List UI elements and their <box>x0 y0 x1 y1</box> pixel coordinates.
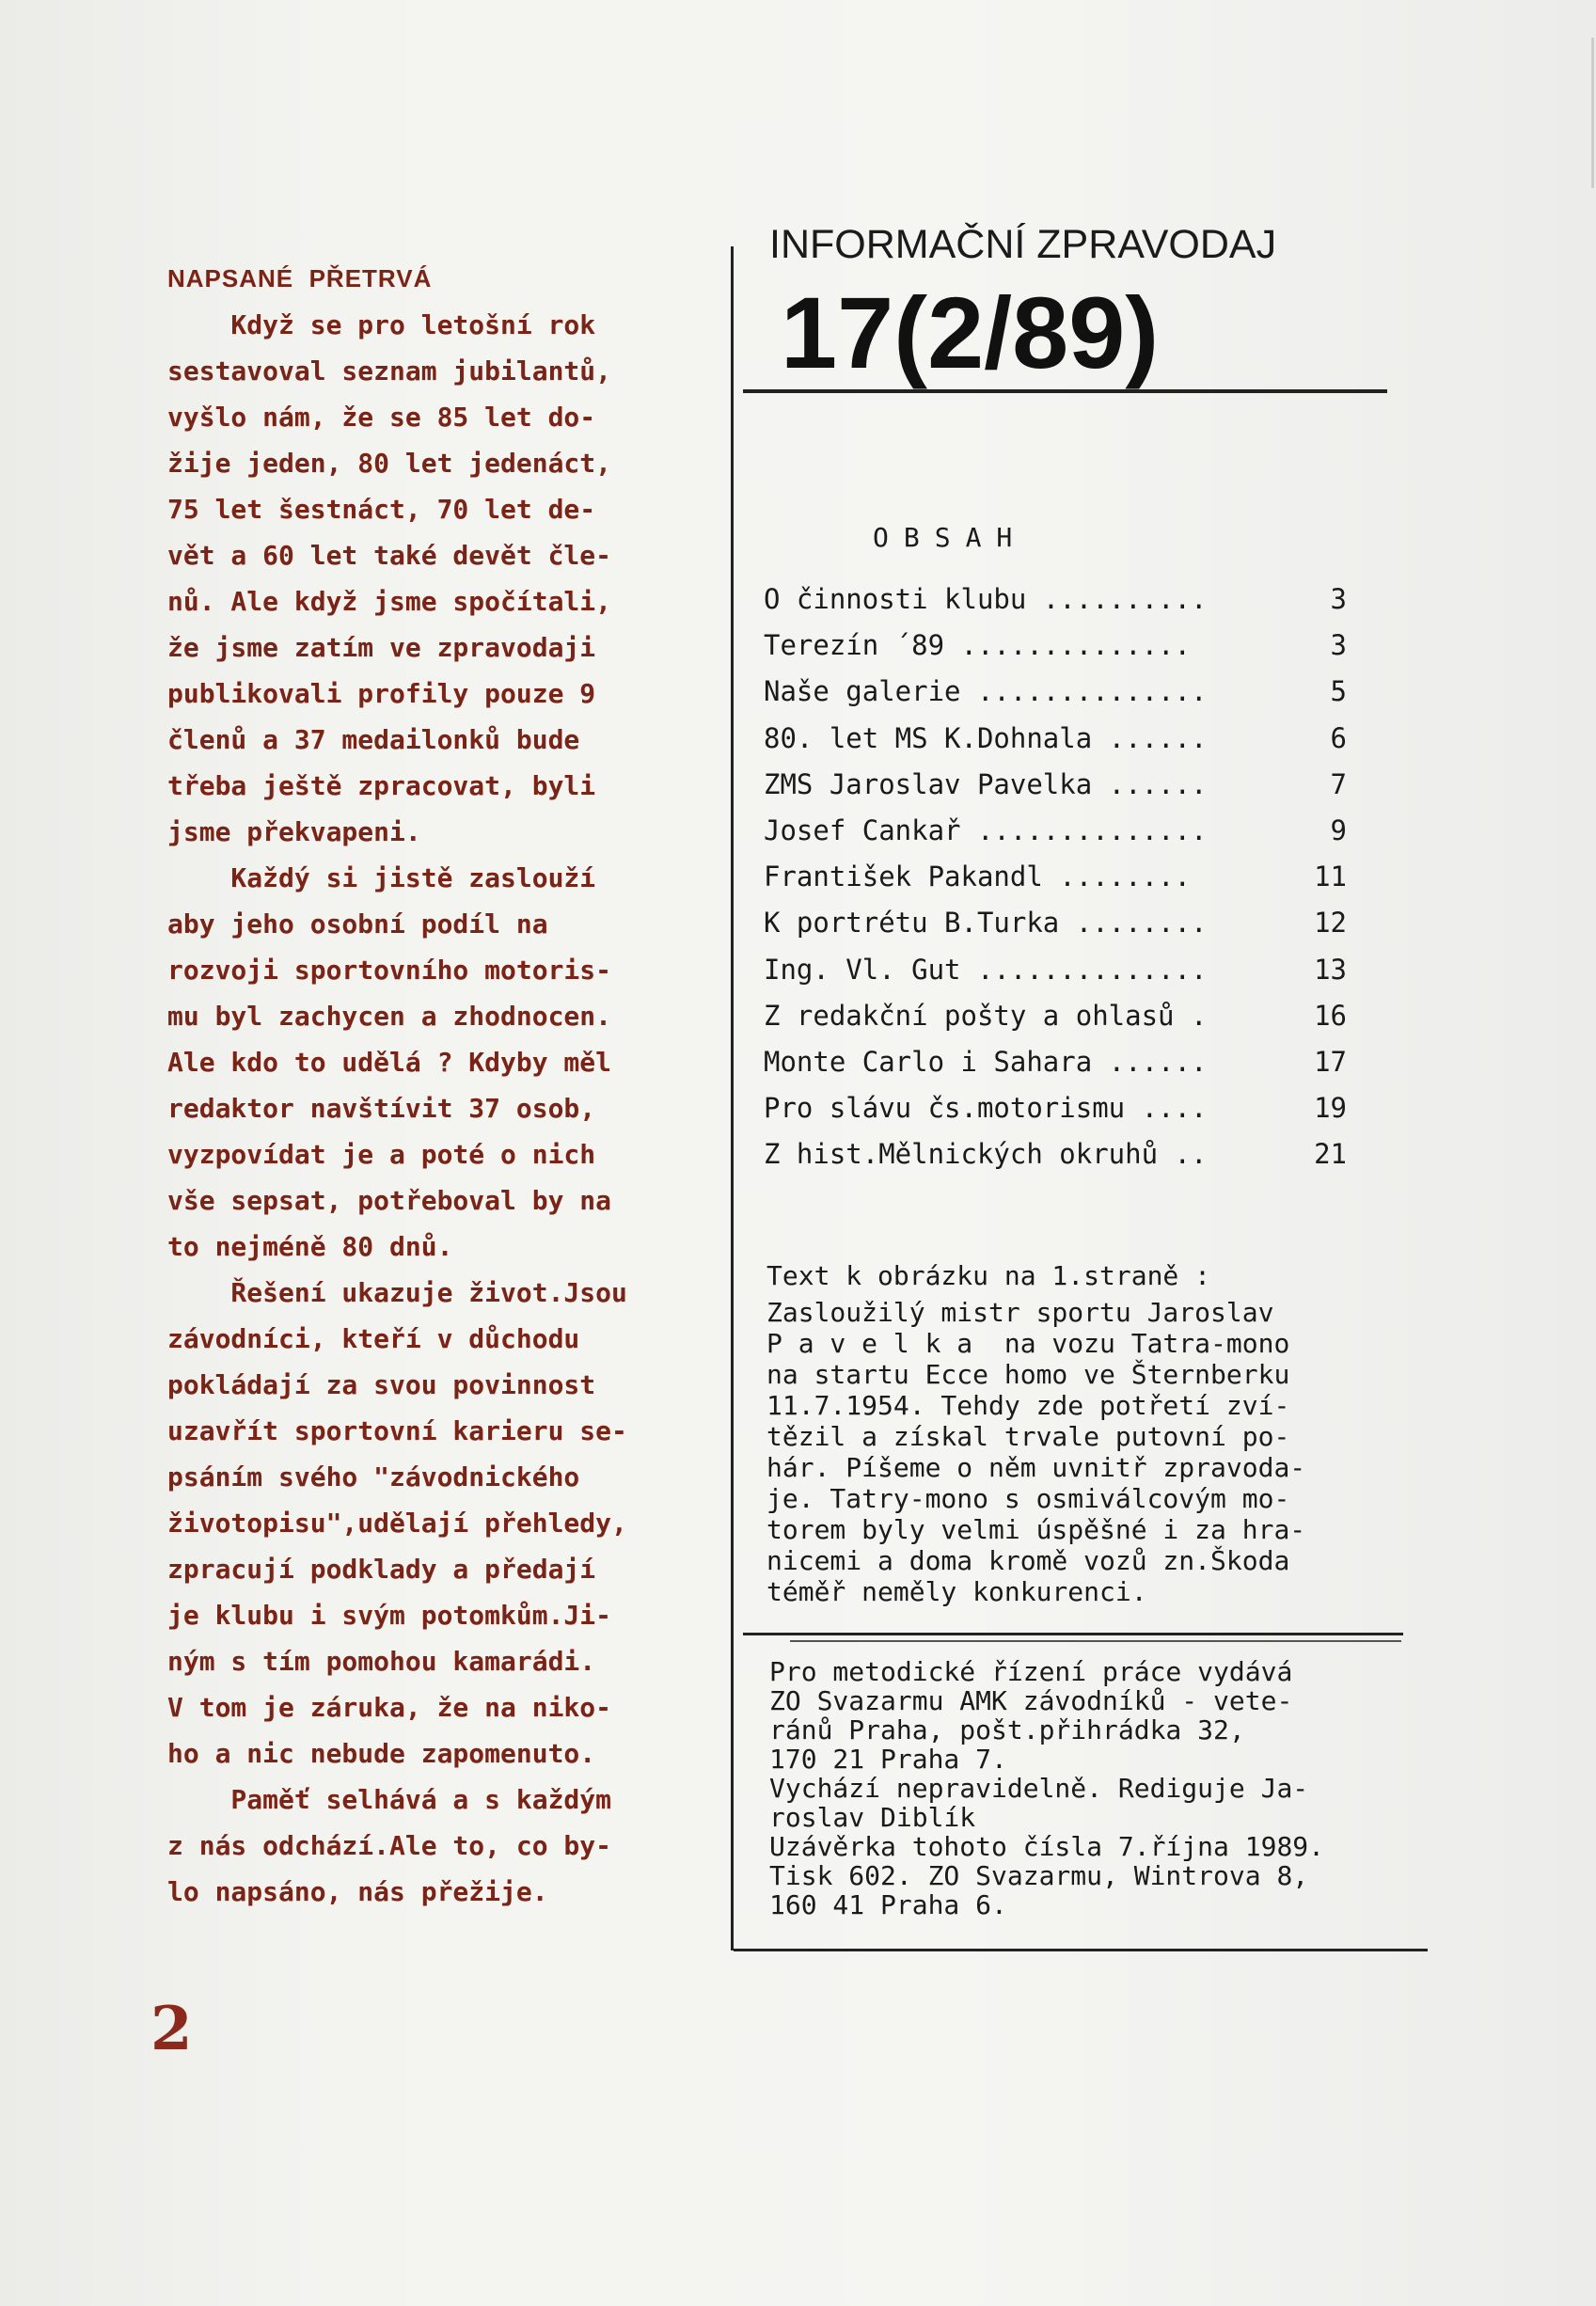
caption-line: hár. Píšeme o něm uvnitř zpravoda- <box>766 1452 1306 1483</box>
caption-heading: Text k obrázku na 1.straně : <box>766 1260 1211 1291</box>
toc-row <box>764 907 1347 953</box>
caption-line: torem byly velmi úspěšné i za hra- <box>766 1514 1306 1545</box>
imprint <box>769 1657 1418 1919</box>
article-line: jsme překvapeni. <box>167 816 421 847</box>
toc-row <box>764 954 1347 1000</box>
toc-page: 7 <box>1330 767 1347 800</box>
toc-row <box>764 861 1347 907</box>
article-line: z nás odchází.Ale to, co by- <box>167 1830 612 1861</box>
imprint-line: 170 21 Praha 7. <box>769 1744 1007 1775</box>
toc-page: 5 <box>1330 675 1347 708</box>
caption-line: je. Tatry-mono s osmiválcovým mo- <box>766 1483 1290 1514</box>
toc-page: 13 <box>1314 953 1347 986</box>
toc-row <box>764 675 1347 721</box>
article-line: sestavoval seznam jubilantů, <box>167 355 612 387</box>
toc-title: K portrétu B.Turka ........ <box>764 907 1208 940</box>
caption-line: na startu Ecce homo ve Šternberku <box>766 1359 1290 1390</box>
article-heading: NAPSANÉ PŘETRVÁ <box>167 264 433 292</box>
toc-row <box>764 1046 1347 1092</box>
toc-row <box>764 814 1347 861</box>
article-line: je klubu i svým potomkům.Ji- <box>167 1600 612 1631</box>
caption-rule <box>743 1633 1403 1635</box>
page-number: 2 <box>150 1994 193 2064</box>
article-line: vše sepsat, potřeboval by na <box>167 1185 612 1216</box>
caption-line: tězil a získal trvale putovní po- <box>766 1421 1290 1452</box>
toc-row <box>764 722 1347 768</box>
masthead-title: INFORMAČNÍ ZPRAVODAJ <box>769 222 1277 267</box>
caption-line: nicemi a doma kromě vozů zn.Škoda <box>766 1545 1290 1576</box>
masthead-rule <box>743 389 1387 393</box>
article-line: lo napsáno, nás přežije. <box>167 1876 548 1907</box>
toc-page: 21 <box>1314 1138 1347 1171</box>
page-edge-mark <box>1591 38 1594 188</box>
toc-title: Monte Carlo i Sahara ...... <box>764 1045 1208 1078</box>
cover-caption <box>766 1260 1406 1607</box>
toc-page: 3 <box>1330 629 1347 662</box>
article-line: žije jeden, 80 let jedenáct, <box>167 448 612 479</box>
article-line: V tom je záruka, že na niko- <box>167 1692 612 1723</box>
toc-title: 80. let MS K.Dohnala ...... <box>764 721 1208 754</box>
toc-row <box>764 768 1347 814</box>
article-line: že jsme zatím ve zpravodaji <box>167 632 596 663</box>
article-line: životopisu",udělají přehledy, <box>167 1508 627 1539</box>
toc-title: Z redakční pošty a ohlasů . <box>764 999 1208 1032</box>
toc-page: 16 <box>1314 999 1347 1032</box>
article-line: ho a nic nebude zapomenuto. <box>167 1738 596 1769</box>
article-line: to nejméně 80 dnů. <box>167 1231 453 1262</box>
article-line: redaktor navštívit 37 osob, <box>167 1093 596 1124</box>
imprint-line: Tisk 602. ZO Svazarmu, Wintrova 8, <box>769 1860 1309 1891</box>
toc-title: Josef Cankař .............. <box>764 813 1208 846</box>
imprint-rule <box>734 1949 1428 1951</box>
toc-page: 3 <box>1330 583 1347 615</box>
article-line: pokládají za svou povinnost <box>167 1369 596 1400</box>
toc-title: Pro slávu čs.motorismu .... <box>764 1092 1208 1125</box>
contents-heading: OBSAH <box>873 522 1028 553</box>
article-line: Paměť selhává a s každým <box>167 1784 612 1815</box>
toc-page: 9 <box>1330 813 1347 846</box>
article-line: třeba ještě zpracovat, byli <box>167 770 596 801</box>
toc-title: František Pakandl ........ <box>764 861 1191 893</box>
article-line: mu byl zachycen a zhodnocen. <box>167 1001 612 1032</box>
imprint-line: ZO Svazarmu AMK závodníků - vete- <box>769 1685 1293 1716</box>
caption-line: téměř neměly konkurenci. <box>766 1576 1147 1607</box>
table-of-contents <box>764 583 1347 1184</box>
toc-page: 11 <box>1314 861 1347 893</box>
article-line: rozvoji sportovního motoris- <box>167 955 612 986</box>
toc-page: 17 <box>1314 1045 1347 1078</box>
article-line: zpracují podklady a předají <box>167 1554 596 1585</box>
caption-rule-secondary <box>790 1640 1401 1642</box>
article-line: členů a 37 medailonků bude <box>167 724 580 755</box>
caption-line: Zasloužilý mistr sportu Jaroslav <box>766 1297 1274 1328</box>
article-line: 75 let šestnáct, 70 let de- <box>167 494 596 525</box>
caption-line: 11.7.1954. Tehdy zde potřetí zví- <box>766 1390 1290 1421</box>
toc-page: 19 <box>1314 1092 1347 1125</box>
article-line: psáním svého "závodnického <box>167 1461 580 1493</box>
toc-title: Naše galerie .............. <box>764 675 1208 708</box>
toc-title: Ing. Vl. Gut .............. <box>764 953 1208 986</box>
toc-row <box>764 629 1347 675</box>
article-line: vyšlo nám, že se 85 let do- <box>167 402 596 433</box>
editorial-article <box>167 256 713 1915</box>
imprint-line: Pro metodické řízení práce vydává <box>769 1656 1293 1687</box>
toc-row <box>764 1000 1347 1046</box>
toc-page: 6 <box>1330 721 1347 754</box>
article-line: publikovali profily pouze 9 <box>167 678 596 709</box>
toc-row <box>764 1092 1347 1138</box>
article-line: nů. Ale když jsme spočítali, <box>167 586 612 617</box>
imprint-line: ránů Praha, pošt.přihrádka 32, <box>769 1714 1245 1745</box>
article-line: vyzpovídat je a poté o nich <box>167 1139 596 1170</box>
article-line: závodníci, kteří v důchodu <box>167 1323 580 1354</box>
toc-page: 12 <box>1314 907 1347 940</box>
caption-line: P a v e l k a na vozu Tatra-mono <box>766 1328 1290 1359</box>
article-line: vět a 60 let také devět čle- <box>167 540 612 571</box>
masthead-issue-number: 17(2/89) <box>781 276 1160 389</box>
column-divider <box>731 246 734 1951</box>
article-line: Ale kdo to udělá ? Kdyby měl <box>167 1047 612 1078</box>
imprint-line: Uzávěrka tohoto čísla 7.října 1989. <box>769 1831 1325 1862</box>
toc-title: Z hist.Mělnických okruhů .. <box>764 1138 1208 1171</box>
article-line: Každý si jistě zaslouží <box>167 862 596 893</box>
article-line: ným s tím pomohou kamarádi. <box>167 1646 596 1677</box>
toc-title: Terezín ´89 .............. <box>764 629 1191 662</box>
article-line: Když se pro letošní rok <box>167 309 596 340</box>
imprint-line: 160 41 Praha 6. <box>769 1889 1007 1920</box>
toc-row <box>764 1138 1347 1184</box>
toc-row <box>764 583 1347 629</box>
article-line: aby jeho osobní podíl na <box>167 908 548 940</box>
toc-title: ZMS Jaroslav Pavelka ...... <box>764 767 1208 800</box>
imprint-line: roslav Diblík <box>769 1802 976 1833</box>
toc-title: O činnosti klubu .......... <box>764 583 1208 615</box>
imprint-line: Vychází nepravidelně. Rediguje Ja- <box>769 1773 1309 1804</box>
article-line: uzavřít sportovní karieru se- <box>167 1415 627 1446</box>
article-line: Řešení ukazuje život.Jsou <box>167 1277 627 1308</box>
